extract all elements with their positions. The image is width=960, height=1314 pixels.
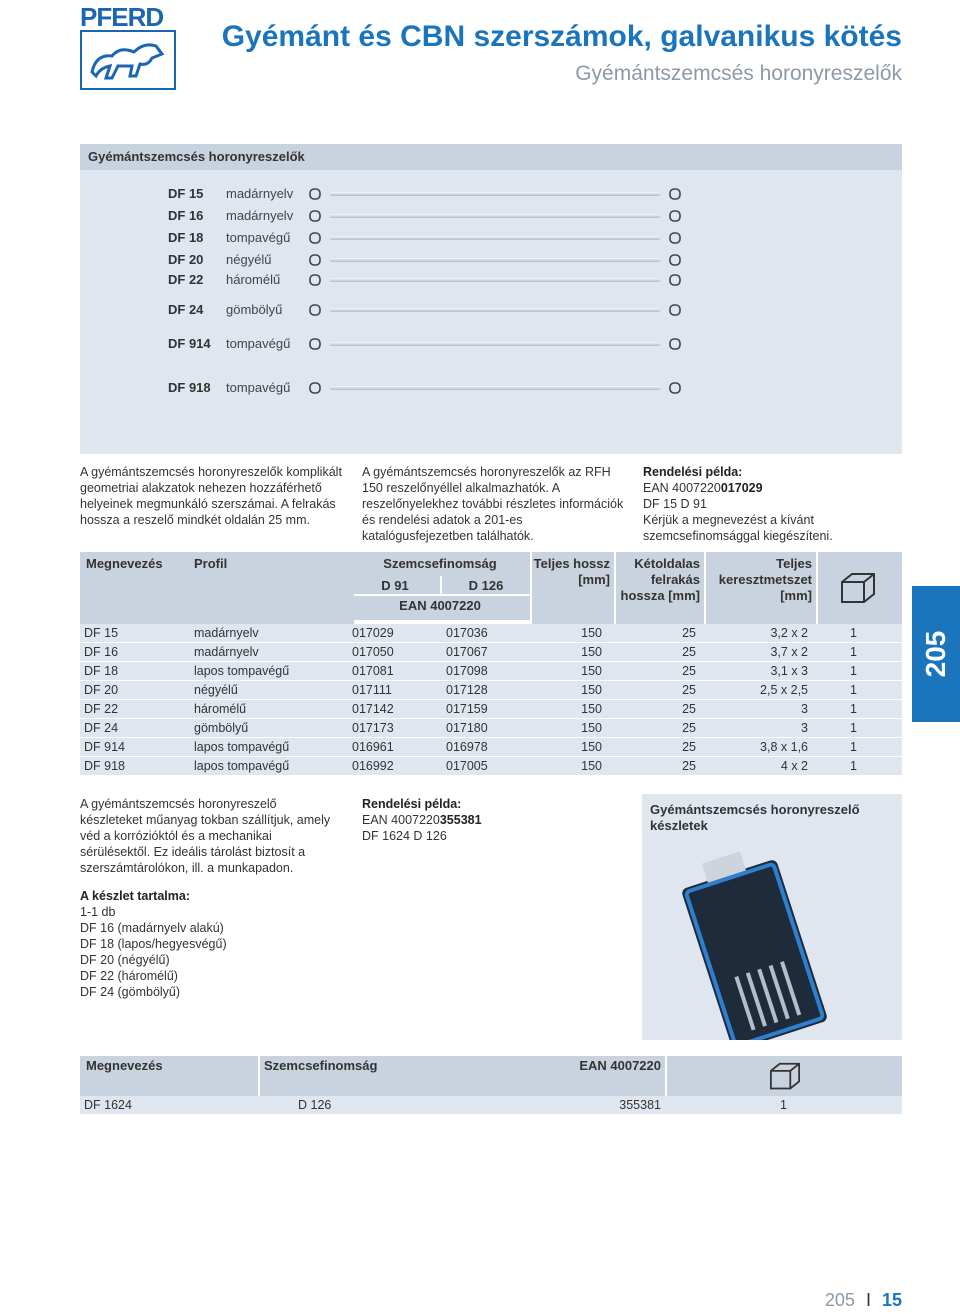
- kit-order-ean-prefix: EAN 4007220: [362, 813, 440, 827]
- row-name: madárnyelv: [226, 208, 294, 223]
- kit-image-caption: Gyémántszemcsés horonyreszelő készletek: [650, 802, 860, 833]
- tool-image: [330, 214, 660, 218]
- cell-cross: 3: [801, 702, 808, 716]
- product-overview-row: [80, 206, 902, 226]
- cell-profile: lapos tompavégű: [194, 740, 290, 754]
- table-row: [80, 643, 902, 661]
- order-line2: DF 15 D 91: [643, 497, 707, 511]
- th-profile: Profil: [188, 552, 354, 624]
- product-overview-row: [80, 334, 902, 354]
- tool-image: [330, 342, 660, 346]
- row-code: DF 914: [168, 336, 211, 351]
- table-row: [80, 757, 902, 775]
- profile-section-icon: [308, 187, 322, 201]
- tool-image: [330, 258, 660, 262]
- cell-d126: 017180: [446, 721, 488, 735]
- cell-d126: 017005: [446, 759, 488, 773]
- kit-content-item: DF 16 (madárnyelv alakú): [80, 921, 224, 935]
- cell-d126: 017067: [446, 645, 488, 659]
- table-row: [80, 700, 902, 718]
- th-name: Megnevezés: [80, 552, 194, 624]
- profile-section-icon: [668, 231, 682, 245]
- cell-qty: 1: [850, 664, 857, 678]
- cell-length: 150: [581, 626, 602, 640]
- footer-separator: I: [865, 1290, 871, 1310]
- profile-section-icon: [668, 303, 682, 317]
- cell-profile: négyélű: [194, 683, 238, 697]
- profile-section-icon: [668, 381, 682, 395]
- tool-image: [330, 278, 660, 282]
- tool-image: [330, 236, 660, 240]
- cell-profile: gömbölyű: [194, 721, 249, 735]
- kit-content-item: DF 24 (gömbölyű): [80, 985, 181, 999]
- kit-content-item: DF 22 (háromélű): [80, 969, 178, 983]
- cell-length: 150: [581, 740, 602, 754]
- table-row: [80, 738, 902, 756]
- tool-image: [330, 308, 660, 312]
- cell-qty: 1: [850, 740, 857, 754]
- t2-th-ean: EAN 4007220: [436, 1056, 665, 1098]
- row-code: DF 15: [168, 186, 204, 201]
- th-cross-section: Teljes keresztmetszet [mm]: [706, 552, 816, 624]
- th-ean: EAN 4007220: [350, 596, 530, 620]
- cell-cross: 3,2 x 2: [770, 626, 808, 640]
- cell-coat: 25: [682, 759, 696, 773]
- cell-d126: 017159: [446, 702, 488, 716]
- kit-order-line2: DF 1624 D 126: [362, 829, 447, 843]
- row-code: DF 24: [168, 302, 204, 317]
- table-row: [80, 662, 902, 680]
- order-ean-prefix: EAN 4007220: [643, 481, 721, 495]
- cell-profile: madárnyelv: [194, 626, 259, 640]
- cell-coat: 25: [682, 626, 696, 640]
- product-overview-panel: [80, 144, 902, 454]
- row-name: tompavégű: [226, 230, 291, 245]
- page-footer: [825, 1290, 902, 1311]
- order-example: [643, 464, 905, 544]
- kit-contents-label: A készlet tartalma:: [80, 889, 190, 903]
- cell-d91: 016992: [352, 759, 394, 773]
- cell-d91: 017173: [352, 721, 394, 735]
- cell-profile: madárnyelv: [194, 645, 259, 659]
- chapter-tab: [912, 586, 960, 722]
- row-code: DF 18: [168, 230, 204, 245]
- cell-name: DF 18: [84, 664, 119, 678]
- profile-section-icon: [308, 209, 322, 223]
- cell-cross: 3,1 x 3: [770, 664, 808, 678]
- order-ean-code: 017029: [720, 481, 763, 495]
- cell-length: 150: [581, 759, 602, 773]
- cell-profile: lapos tompavégű: [194, 664, 290, 678]
- cell-cross: 3,7 x 2: [770, 645, 808, 659]
- cell-d91: 017029: [352, 626, 394, 640]
- kit-order-ean-code: 355381: [439, 813, 482, 827]
- order-label: Rendelési példa:: [643, 465, 743, 479]
- cell-profile: háromélű: [194, 702, 247, 716]
- row-code: DF 20: [168, 252, 204, 267]
- row-name: tompavégű: [226, 336, 291, 351]
- cell-d126: 017036: [446, 626, 488, 640]
- page-title: Gyémánt és CBN szerszámok, galvanikus kötés: [221, 20, 902, 53]
- profile-section-icon: [308, 273, 322, 287]
- table-row: [80, 1096, 902, 1114]
- kit-content-item: DF 18 (lapos/hegyesvégű): [80, 937, 227, 951]
- cell-length: 150: [581, 645, 602, 659]
- cell-qty: 1: [850, 645, 857, 659]
- pferd-logo: [80, 4, 176, 86]
- page-number-a: 205: [824, 1290, 855, 1310]
- cell-d126: 017098: [446, 664, 488, 678]
- cell-name: DF 16: [84, 645, 119, 659]
- brand-wordmark: PFERD: [80, 2, 164, 32]
- kit-text: A gyémántszemcsés horonyreszelő készleteket műanyag tokban szállítjuk, amely véd a korrózióktól és a mechanikai sérülésektől. Ez ideális tárolást biztosít a szerszámtárolókon, ill. a munkapadon.: [80, 797, 331, 875]
- row-name: háromélű: [226, 272, 281, 287]
- cell-qty: 1: [850, 759, 857, 773]
- cell-coat: 25: [682, 721, 696, 735]
- cell-qty: 1: [850, 702, 857, 716]
- intro-text-1: A gyémántszemcsés horonyreszelők komplikált geometriai alakzatok nehezen hozzáférhető helyeinek megmunkáló szerszámai. A felrakás hossza a reszelő mindkét oldalán 25 mm.: [80, 465, 342, 527]
- horse-emblem: [80, 30, 176, 90]
- th-d126: D 126: [442, 576, 530, 594]
- intro-text-2: A gyémántszemcsés horonyreszelők az RFH 150 reszelőnyéllel alkalmazhatók. A reszelőnyelekhez további részletes információk és rendelési adatok a 201-es katalógusfejezetben találhatók.: [362, 465, 624, 543]
- table-row: [80, 624, 902, 642]
- row-name: madárnyelv: [226, 186, 294, 201]
- cell-coat: 25: [682, 664, 696, 678]
- product-overview-row: [80, 378, 902, 398]
- cell-name: DF 15: [84, 626, 119, 640]
- order-line3: Kérjük a megnevezést a kívánt szemcsefinomsággal kiegészíteni.: [643, 513, 833, 543]
- t2-th-package: [667, 1056, 902, 1098]
- kit-content-item: 1-1 db: [80, 905, 116, 919]
- cell-ean: 355381: [619, 1098, 661, 1112]
- product-overview-row: [80, 270, 902, 290]
- th-coat-length: Kétoldalas felrakás hossza [mm]: [616, 552, 704, 624]
- cell-d126: 017128: [446, 683, 488, 697]
- profile-section-icon: [668, 209, 682, 223]
- cell-length: 150: [581, 721, 602, 735]
- page-number-b: 15: [881, 1290, 902, 1310]
- profile-section-icon: [668, 273, 682, 287]
- profile-section-icon: [668, 337, 682, 351]
- cell-coat: 25: [682, 702, 696, 716]
- kit-description: [80, 796, 342, 1000]
- cell-grit: D 126: [298, 1098, 332, 1112]
- profile-section-icon: [308, 253, 322, 267]
- cell-coat: 25: [682, 683, 696, 697]
- cell-d91: 017142: [352, 702, 394, 716]
- cell-name: DF 24: [84, 721, 119, 735]
- cell-cross: 2,5 x 2,5: [760, 683, 808, 697]
- product-overview-row: [80, 250, 902, 270]
- cell-cross: 3: [801, 721, 808, 735]
- kit-case-image: [642, 794, 902, 1040]
- package-box-icon: [838, 572, 878, 606]
- product-overview-row: [80, 184, 902, 204]
- cell-length: 150: [581, 683, 602, 697]
- th-d91: D 91: [350, 576, 440, 594]
- chapter-number: 205: [920, 630, 951, 678]
- cell-length: 150: [581, 664, 602, 678]
- cell-name: DF 22: [84, 702, 119, 716]
- cell-name: DF 918: [84, 759, 125, 773]
- cell-d91: 017111: [352, 683, 392, 697]
- row-name: gömbölyű: [226, 302, 283, 317]
- cell-d91: 016961: [352, 740, 394, 754]
- tool-image: [330, 192, 660, 196]
- row-code: DF 22: [168, 272, 204, 287]
- cell-name: DF 914: [84, 740, 125, 754]
- cell-qty: 1: [780, 1098, 787, 1112]
- cell-qty: 1: [850, 683, 857, 697]
- tool-image: [330, 386, 660, 390]
- t2-th-grit: Szemcsefinomság: [260, 1056, 436, 1098]
- kit-order-label: Rendelési példa:: [362, 797, 462, 811]
- profile-section-icon: [668, 187, 682, 201]
- product-overview-row: [80, 300, 902, 320]
- cell-cross: 4 x 2: [780, 759, 808, 773]
- cell-d91: 017081: [352, 664, 394, 678]
- row-code: DF 16: [168, 208, 204, 223]
- table-row: [80, 681, 902, 699]
- cell-d126: 016978: [446, 740, 488, 754]
- profile-section-icon: [308, 231, 322, 245]
- profile-section-icon: [308, 303, 322, 317]
- profile-section-icon: [308, 337, 322, 351]
- row-name: tompavégű: [226, 380, 291, 395]
- profile-section-icon: [308, 381, 322, 395]
- cell-coat: 25: [682, 645, 696, 659]
- cell-d91: 017050: [352, 645, 394, 659]
- row-code: DF 918: [168, 380, 211, 395]
- kit-content-item: DF 20 (négyélű): [80, 953, 170, 967]
- cell-name: DF 20: [84, 683, 119, 697]
- cell-qty: 1: [850, 721, 857, 735]
- page-subtitle: Gyémántszemcsés horonyreszelők: [575, 62, 902, 85]
- table-row: [80, 719, 902, 737]
- th-package: [818, 552, 902, 624]
- th-grit: Szemcsefinomság: [350, 552, 530, 576]
- cell-name: DF 1624: [84, 1098, 132, 1112]
- cell-coat: 25: [682, 740, 696, 754]
- kit-order-example: [362, 796, 624, 844]
- cell-profile: lapos tompavégű: [194, 759, 290, 773]
- cell-cross: 3,8 x 1,6: [760, 740, 808, 754]
- cell-qty: 1: [850, 626, 857, 640]
- row-name: négyélű: [226, 252, 272, 267]
- t2-th-name: Megnevezés: [80, 1056, 258, 1098]
- profile-section-icon: [668, 253, 682, 267]
- th-total-length: Teljes hossz [mm]: [532, 552, 614, 624]
- package-box-icon: [767, 1062, 803, 1092]
- panel-heading: Gyémántszemcsés horonyreszelők: [80, 144, 902, 170]
- cell-length: 150: [581, 702, 602, 716]
- kit-image: [642, 794, 902, 1040]
- product-overview-row: [80, 228, 902, 248]
